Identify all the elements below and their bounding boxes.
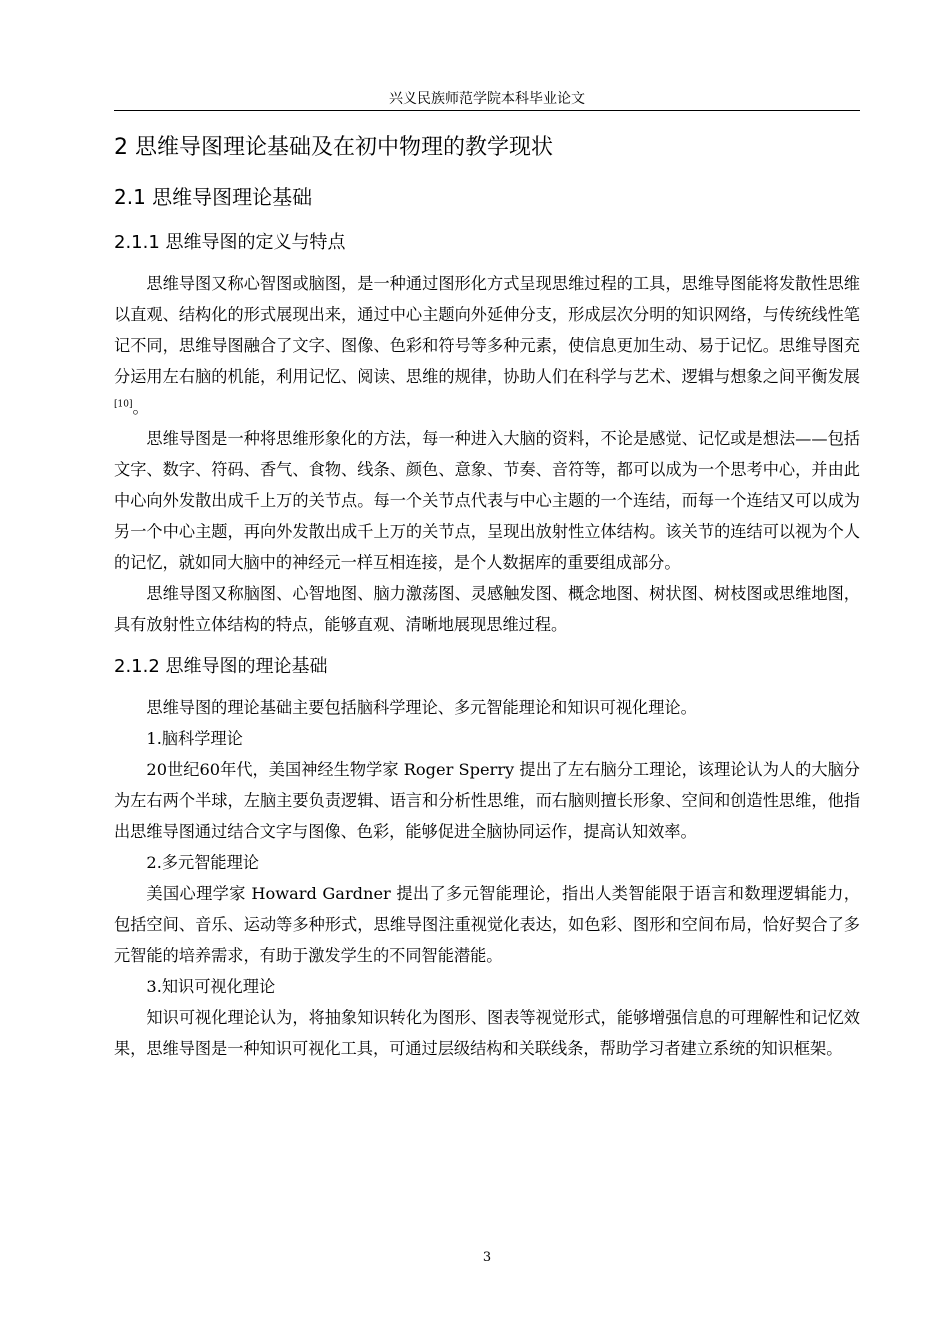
subheading-multiple-intelligences: 2.多元智能理论	[146, 853, 259, 872]
section-title-2-1-1: 2.1.1 思维导图的定义与特点	[114, 232, 346, 253]
paragraph-knowledge-visualization: 知识可视化理论认为，将抽象知识转化为图形、图表等视觉形式，能够增强信息的可理解性和记忆效果，思维导图是一种知识可视化工具，可通过层级结构和关联线条，帮助学习者建立系统的知识框架。	[114, 1008, 860, 1058]
paragraph-definition-end: 。	[132, 398, 149, 417]
subheading-knowledge-visualization: 3.知识可视化理论	[146, 977, 276, 996]
page-header: 兴义民族师范学院本科毕业论文	[389, 91, 585, 107]
chapter-title: 2 思维导图理论基础及在初中物理的教学现状	[114, 135, 553, 160]
subheading-brain-science: 1.脑科学理论	[146, 729, 243, 748]
paragraph-visualization: 思维导图是一种将思维形象化的方法，每一种进入大脑的资料，不论是感觉、记忆或是想法——包括文字、数字、符码、香气、食物、线条、颜色、意象、节奏、音符等，都可以成为一个思考中心，并由此中心向外发散出成千上万的关节点。每一个关节点代表与中心主题的一个连结，而每一个连结又可以成为另一个中心主题，再向外发散出成千上万的关节点，呈现出放射性立体结构。该关节的连结可以视为个人的记忆，就如同大脑中的神经元一样互相连接，是个人数据库的重要组成部分。	[114, 429, 860, 572]
citation-ref: [10]	[114, 399, 133, 410]
paragraph-multiple-intelligences: 美国心理学家 Howard Gardner 提出了多元智能理论，指出人类智能限于语言和数理逻辑能力，包括空间、音乐、运动等多种形式，思维导图注重视觉化表达，如色彩、图形和空间布局，恰好契合了多元智能的培养需求，有助于激发学生的不同智能潜能。	[114, 884, 860, 965]
section-title-2-1-2: 2.1.2 思维导图的理论基础	[114, 656, 328, 677]
paragraph-definition	[114, 268, 860, 423]
paragraph-aliases: 思维导图又称脑图、心智地图、脑力激荡图、灵感触发图、概念地图、树状图、树枝图或思维地图，具有放射性立体结构的特点，能够直观、清晰地展现思维过程。	[114, 584, 860, 634]
page-number: 3	[482, 1250, 492, 1265]
page-body	[114, 128, 860, 1064]
paragraph-brain-science: 20世纪60年代，美国神经生物学家 Roger Sperry 提出了左右脑分工理论，该理论认为人的大脑分为左右两个半球，左脑主要负责逻辑、语言和分析性思维，而右脑则擅长形象、空间和创造性思维，他指出思维导图通过结合文字与图像、色彩，能够促进全脑协同运作，提高认知效率。	[114, 760, 860, 841]
paragraph-definition-text: 思维导图又称心智图或脑图，是一种通过图形化方式呈现思维过程的工具，思维导图能将发散性思维以直观、结构化的形式展现出来，通过中心主题向外延伸分支，形成层次分明的知识网络，与传统线性笔记不同，思维导图融合了文字、图像、色彩和符号等多种元素，使信息更加生动、易于记忆。思维导图充分运用左右脑的机能，利用记忆、阅读、思维的规律，协助人们在科学与艺术、逻辑与想象之间平衡发展	[114, 274, 860, 386]
paragraph-theory-intro: 思维导图的理论基础主要包括脑科学理论、多元智能理论和知识可视化理论。	[146, 698, 697, 717]
section-title-2-1: 2.1 思维导图理论基础	[114, 185, 313, 209]
header-rule	[114, 110, 860, 111]
